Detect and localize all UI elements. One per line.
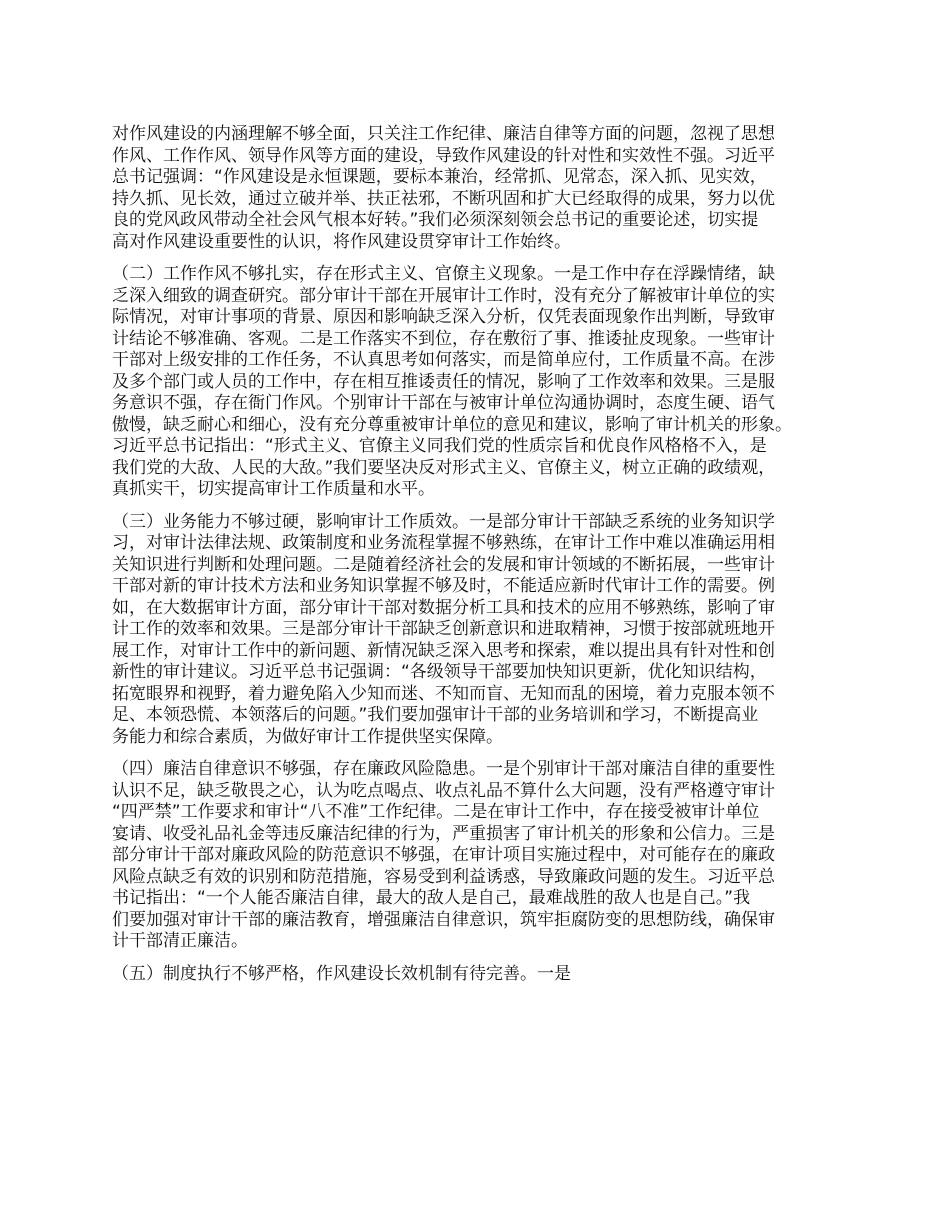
- text-line: 宴请、收受礼品礼金等违反廉洁纪律的行为，严重损害了审计机关的形象和公信力。三是: [112, 823, 775, 844]
- text-line: 持久抓、见长效，通过立破并举、扶正祛邪，不断巩固和扩大已经取得的成果，努力以优: [112, 188, 775, 209]
- text-line: 总书记强调：“作风建设是永恒课题，要标本兼治，经常抓、见常态，深入抓、见实效，: [112, 167, 767, 187]
- text-line: 如，在大数据审计方面，部分审计干部对数据分析工具和技术的应用不够熟练，影响了审: [112, 597, 775, 618]
- text-line: 们要加强对审计干部的廉洁教育，增强廉洁自律意识，筑牢拒腐防变的思想防线，确保审: [112, 909, 775, 930]
- text-line: 干部对新的审计技术方法和业务知识掌握不够及时，不能适应新时代审计工作的需要。例: [112, 576, 775, 596]
- text-line: 新性的审计建议。习近平总书记强调：“各级领导干部要加快知识更新，优化知识结构，: [112, 662, 767, 682]
- text-line: 计干部清正廉洁。: [112, 931, 248, 951]
- text-line: 风险点缺乏有效的识别和防范措施，容易受到利益诱惑，导致廉政问题的发生。习近平总: [112, 866, 775, 887]
- text-line: 良的党风政风带动全社会风气根本好转。”我们必须深刻领会总书记的重要论述，切实提: [112, 210, 759, 230]
- paragraph-5: [112, 964, 852, 986]
- text-line: 拓宽眼界和视野，着力避免陷入少知而迷、不知而盲、无知而乱的困境，着力克服本领不: [112, 683, 775, 704]
- text-line: 际情况，对审计事项的背景、原因和影响缺乏深入分析，仅凭表面现象作出判断，导致审: [112, 307, 775, 327]
- paragraph-1: [112, 124, 852, 253]
- paragraph-2: [112, 264, 852, 501]
- text-line: 展工作，对审计工作中的新问题、新情况缺乏深入思考和探索，难以提出具有针对性和创: [112, 640, 775, 661]
- text-line: 足、本领恐慌、本领落后的问题。”我们要加强审计干部的业务培训和学习，不断提高业: [112, 705, 759, 725]
- text-line: 书记指出：“一个人能否廉洁自律，最大的敌人是自己，最难战胜的敌人也是自己。”我: [112, 888, 751, 908]
- text-line: 关知识进行判断和处理问题。二是随着经济社会的发展和审计领域的不断拓展，一些审计: [112, 554, 775, 575]
- text-line: 务意识不强，存在衙门作风。个别审计干部在与被审计单位沟通协调时，态度生硬、语气: [112, 393, 775, 413]
- paragraph-3: [112, 512, 852, 749]
- text-line: （四）廉洁自律意识不够强，存在廉政风险隐患。一是个别审计干部对廉洁自律的重要性: [112, 759, 775, 779]
- text-line: （五）制度执行不够严格，作风建设长效机制有待完善。一是: [112, 963, 571, 984]
- text-line: （二）工作作风不够扎实，存在形式主义、官僚主义现象。一是工作中存在浮躁情绪，缺: [112, 264, 775, 284]
- text-line: （三）业务能力不够过硬，影响审计工作质效。一是部分审计干部缺乏系统的业务知识学: [112, 511, 775, 532]
- text-line: 认识不足，缺乏敬畏之心，认为吃点喝点、收点礼品不算什么大问题，没有严格遵守审计: [112, 780, 775, 801]
- text-line: 务能力和综合素质，为做好审计工作提供坚实保障。: [112, 726, 503, 747]
- text-line: 高对作风建设重要性的认识，将作风建设贯穿审计工作始终。: [112, 231, 571, 252]
- paragraph-4: [112, 759, 852, 953]
- text-line: 傲慢，缺乏耐心和细心，没有充分尊重被审计单位的意见和建议，影响了审计机关的形象。: [112, 414, 792, 435]
- text-line: 干部对上级安排的工作任务，不认真思考如何落实，而是简单应付，工作质量不高。在涉: [112, 350, 775, 370]
- text-line: 真抓实干，切实提高审计工作质量和水平。: [112, 479, 435, 499]
- text-line: “四严禁”工作要求和审计“八不准”工作纪律。二是在审计工作中，存在接受被审计单位: [112, 802, 760, 822]
- text-line: 计工作的效率和效果。三是部分审计干部缺乏创新意识和进取精神，习惯于按部就班地开: [112, 619, 775, 639]
- text-line: 乏深入细致的调查研究。部分审计干部在开展审计工作时，没有充分了解被审计单位的实: [112, 285, 775, 306]
- document-body: [112, 124, 852, 996]
- text-line: 计结论不够准确、客观。二是工作落实不到位，存在敷衍了事、推诿扯皮现象。一些审计: [112, 328, 775, 349]
- text-line: 我们党的大敌、人民的大敌。”我们要坚决反对形式主义、官僚主义，树立正确的政绩观，: [112, 457, 776, 478]
- text-line: 作风、工作作风、领导作风等方面的建设，导致作风建设的针对性和实效性不强。习近平: [112, 145, 775, 166]
- text-line: 对作风建设的内涵理解不够全面，只关注工作纪律、廉洁自律等方面的问题，忽视了思想: [112, 124, 775, 144]
- text-line: 部分审计干部对廉政风险的防范意识不够强，在审计项目实施过程中，对可能存在的廉政: [112, 845, 775, 865]
- text-line: 习近平总书记指出：“形式主义、官僚主义同我们党的性质宗旨和优良作风格格不入，是: [112, 436, 767, 456]
- text-line: 习，对审计法律法规、政策制度和业务流程掌握不够熟练，在审计工作中难以准确运用相: [112, 533, 775, 553]
- text-line: 及多个部门或人员的工作中，存在相互推诿责任的情况，影响了工作效率和效果。三是服: [112, 371, 775, 392]
